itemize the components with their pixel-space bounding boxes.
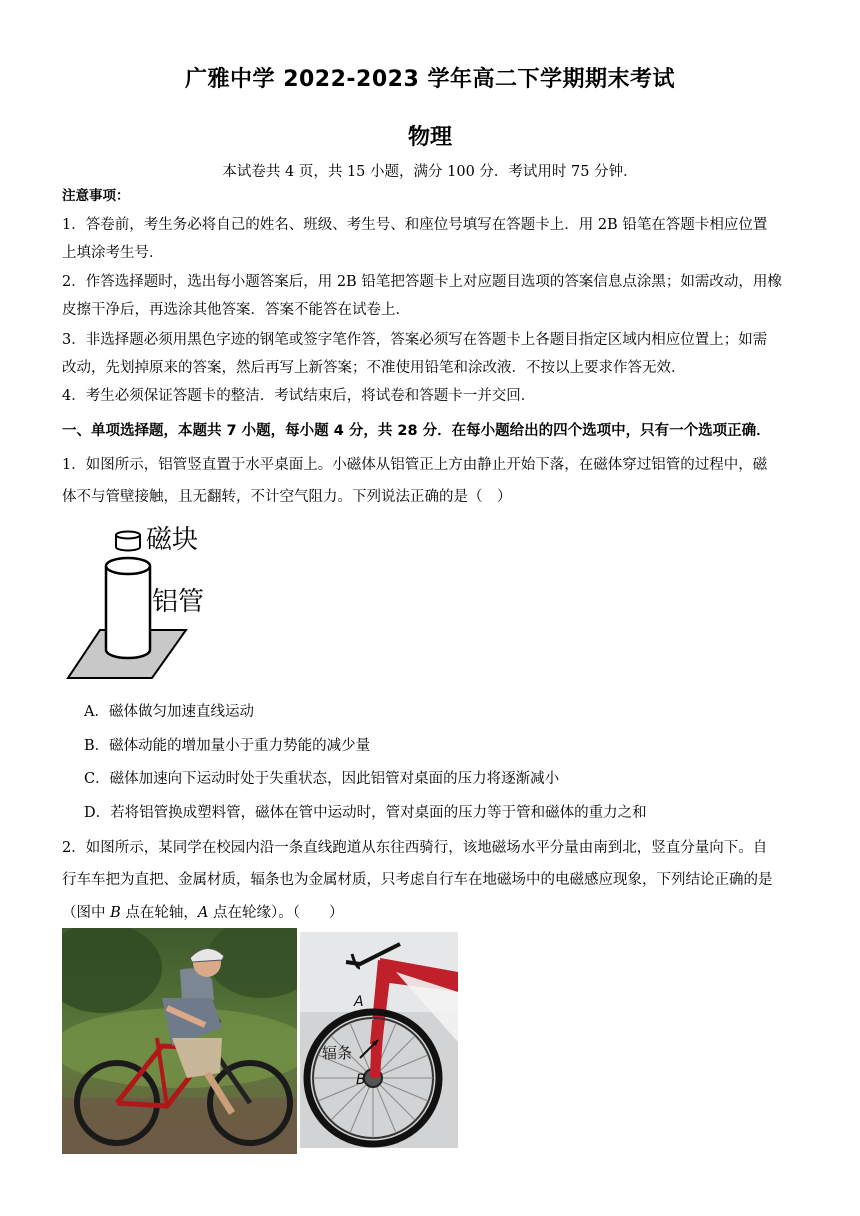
stem-text: 点在轮缘）。（ ） (208, 905, 344, 921)
tube-label: 铝管 (152, 587, 205, 617)
question-2-stem: 2．如图所示，某同学在校园内沿一条直线跑道从东往西骑行，该地磁场水平分量由南到北，竖直分量向下。自 (62, 840, 768, 856)
question-1-stem-cont: 体不与管壁接触，且无翻转，不计空气阻力。下列说法正确的是（ ） (62, 489, 512, 505)
question-2-stem-end (62, 901, 804, 922)
option-b: B．磁体动能的增加量小于重力势能的减少量 (84, 738, 371, 754)
stem-text: 点在轮轴， (120, 905, 198, 921)
label-spoke: 辐条 (322, 1044, 353, 1062)
option-d: D．若将铝管换成塑料管，磁体在管中运动时，管对桌面的压力等于管和磁体的重力之和 (84, 805, 647, 821)
subject-title: 物理 (407, 125, 452, 150)
question-1-stem: 1．如图所示，铝管竖直置于水平桌面上。小磁体从铝管正上方由静止开始下落，在磁体穿过铝管的过程中，磁 (62, 457, 768, 473)
cyclist-illustration (62, 928, 297, 1154)
option-c: C．磁体加速向下运动时处于失重状态，因此铝管对桌面的压力将逐渐减小 (84, 771, 560, 787)
point-a-label: A (197, 905, 209, 921)
stem-text: （图中 (62, 905, 111, 921)
notes-line: 改动，先划掉原来的答案，然后再写上新答案；不准使用铅笔和涂改液．不按以上要求作答无效． (62, 360, 686, 376)
notes-line: 4．考生必须保证答题卡的整洁．考试结束后，将试卷和答题卡一并交回． (62, 388, 536, 404)
label-b: B (356, 1072, 366, 1088)
point-b-label: B (110, 905, 121, 921)
wheel-illustration (300, 932, 458, 1148)
magnet-tube-figure (62, 522, 222, 688)
label-a: A (354, 994, 364, 1010)
notes-line: 皮擦干净后，再选涂其他答案．答案不能答在试卷上． (62, 302, 410, 318)
option-a: A．磁体做匀加速直线运动 (84, 704, 254, 720)
notes-line: 2．作答选择题时，选出每小题答案后，用 2B 铅笔把答题卡上对应题目选项的答案信息点涂黑；如需改动，用橡 (62, 274, 782, 290)
cyclist-photo (62, 928, 297, 1154)
section-heading: 一、单项选择题，本题共 7 小题，每小题 4 分，共 28 分．在每小题给出的四个选项中，只有一个选项正确． (62, 423, 771, 439)
tube-top-rim (106, 558, 150, 574)
aluminum-tube (106, 566, 150, 658)
exam-info: 本试卷共 4 页，共 15 小题，满分 100 分．考试用时 75 分钟． (222, 164, 638, 180)
exam-title: 广雅中学 2022-2023 学年高二下学期期末考试 (185, 67, 675, 92)
magnet-label: 磁块 (146, 525, 199, 555)
notes-heading: 注意事项： (62, 188, 130, 204)
bike-wheel-photo (300, 932, 458, 1148)
notes-line: 3．非选择题必须用黑色字迹的钢笔或签字笔作答，答案必须写在答题卡上各题目指定区域内相应位置上；如需 (62, 332, 768, 348)
notes-line: 上填涂考生号． (62, 245, 164, 261)
question-2-stem-cont: 行车车把为直把、金属材质，辐条也为金属材质，只考虑自行车在地磁场中的电磁感应现象，下列结论正确的是 (62, 872, 773, 888)
magnet-top (116, 532, 140, 539)
notes-line: 1．答卷前，考生务必将自己的姓名、班级、考生号、和座位号填写在答题卡上．用 2B 铅笔在答题卡相应位置 (62, 217, 768, 233)
